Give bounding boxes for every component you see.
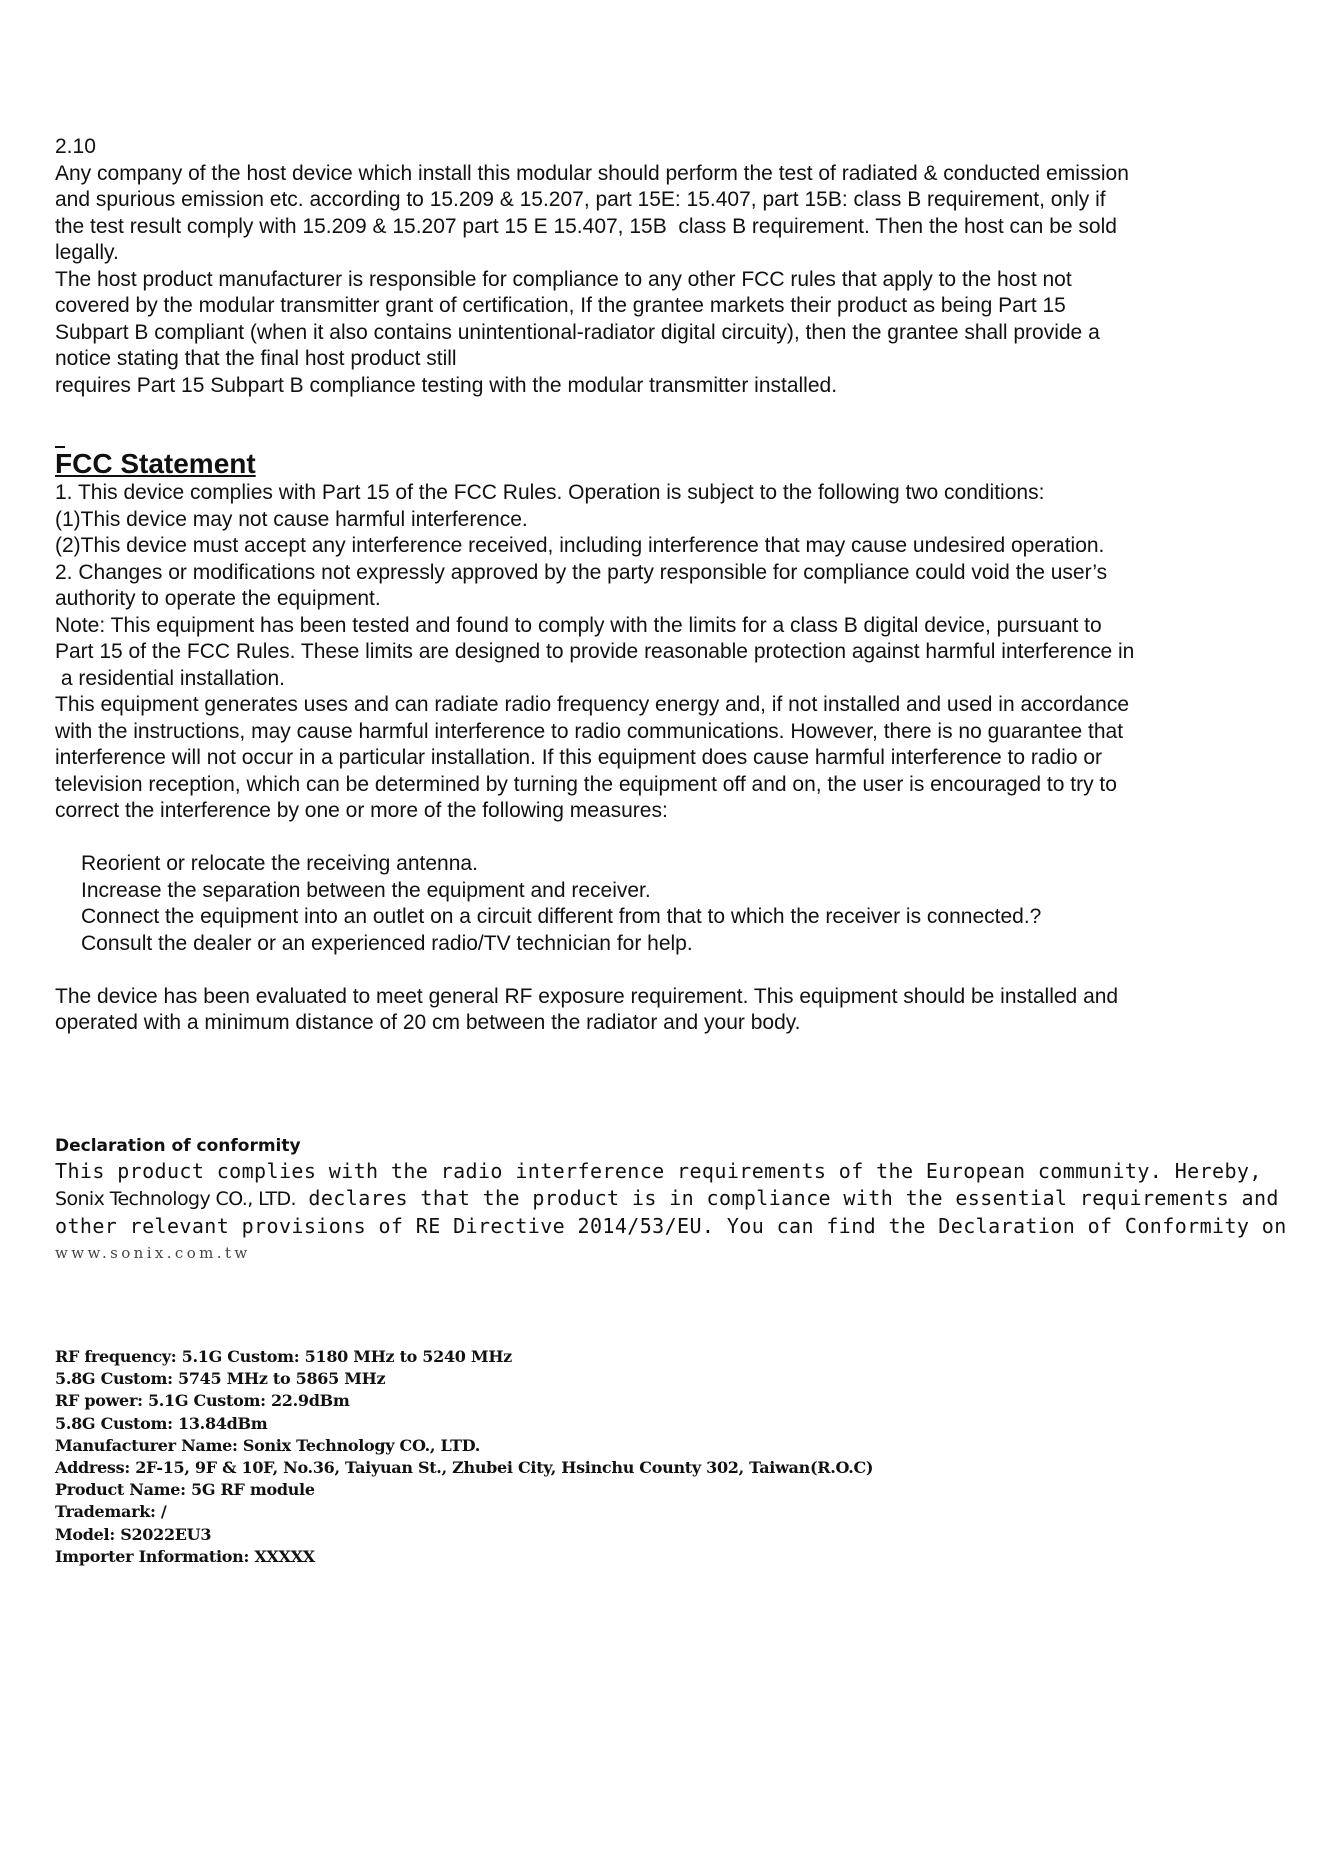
fcc-statement-body <box>55 480 1305 1037</box>
paragraph-line: and spurious emission etc. according to 15.209 & 15.207, part 15E: 15.407, part 15B: class B requirement, only if <box>55 188 1106 211</box>
website-url: www.sonix.com.tw <box>55 1244 251 1262</box>
paragraph-line: the test result comply with 15.209 & 15.207 part 15 E 15.407, 15B class B requirement. Then the host can be sold <box>55 214 1117 238</box>
rf-info-line: Address: 2F-15, 9F & 10F, No.36, Taiyuan St., Zhubei City, Hsinchu County 302, Taiwan(R.O.C) <box>55 1458 874 1478</box>
company-name: Sonix Technology CO., LTD. <box>55 1188 296 1210</box>
section-heading: 2.10 <box>55 135 96 158</box>
rf-info-line: Importer Information: XXXXX <box>55 1546 315 1566</box>
spacer <box>55 957 1305 984</box>
paragraph-line: 2. Changes or modifications not expressly approved by the party responsible for compliance could void the user’s <box>55 560 1108 584</box>
paragraph-line: (1)This device may not cause harmful interference. <box>55 507 528 531</box>
rf-info-line: 5.8G Custom: 5745 MHz to 5865 MHz <box>55 1369 386 1389</box>
paragraph-line: 1. This device complies with Part 15 of the FCC Rules. Operation is subject to the following two conditions: <box>55 481 1045 504</box>
paragraph-line: Any company of the host device which install this modular should perform the test of radiated & conducted emission <box>55 161 1129 185</box>
paragraph-line: The host product manufacturer is responsible for compliance to any other FCC rules that apply to the host not <box>55 267 1072 291</box>
paragraph-line: correct the interference by one or more of the following measures: <box>55 799 668 822</box>
paragraph-line: authority to operate the equipment. <box>55 587 381 610</box>
paragraph-line: This equipment generates uses and can radiate radio frequency energy and, if not installed and used in accordance <box>55 693 1130 716</box>
declaration-line: This product complies with the radio interference requirements of the European community. Hereby, <box>55 1159 1262 1183</box>
paragraph-line: Subpart B compliant (when it also contains unintentional-radiator digital circuity), then the grantee shall provide a <box>55 320 1100 344</box>
declaration-body <box>55 1158 1287 1267</box>
paragraph-line: requires Part 15 Subpart B compliance testing with the modular transmitter installed. <box>55 373 838 397</box>
fcc-statement-title: FCC Statement <box>55 448 256 479</box>
measure-item: Increase the separation between the equipment and receiver. <box>81 878 651 902</box>
paragraph-line: a residential installation. <box>55 666 285 690</box>
section-2-10 <box>55 134 1295 399</box>
paragraph-line: legally. <box>55 241 119 264</box>
paragraph-line: Part 15 of the FCC Rules. These limits are designed to provide reasonable protection against harmful interference in <box>55 640 1135 663</box>
paragraph-line: with the instructions, may cause harmful interference to radio communications. However, there is no guarantee that <box>55 719 1124 743</box>
measure-item: Consult the dealer or an experienced radio/TV technician for help. <box>81 931 693 955</box>
spacer <box>55 825 1305 852</box>
paragraph-line: covered by the modular transmitter grant of certification, If the grantee markets their product as being Part 15 <box>55 294 1066 317</box>
paragraph-line: (2)This device must accept any interference received, including interference that may cause undesired operation. <box>55 534 1105 557</box>
paragraph-line: Note: This equipment has been tested and found to comply with the limits for a class B digital device, pursuant to <box>55 613 1102 637</box>
rf-info-line: RF power: 5.1G Custom: 22.9dBm <box>55 1391 350 1411</box>
rf-exposure-line: The device has been evaluated to meet general RF exposure requirement. This equipment should be installed and <box>55 984 1119 1008</box>
rf-info-line: RF frequency: 5.1G Custom: 5180 MHz to 5240 MHz <box>55 1347 512 1366</box>
rf-info-line: Manufacturer Name: Sonix Technology CO., LTD. <box>55 1435 481 1455</box>
rf-info-line: Trademark: / <box>55 1502 167 1522</box>
paragraph-line: interference will not occur in a particular installation. If this equipment does cause harmful interference to radio or <box>55 746 1103 769</box>
paragraph-line: notice stating that the final host product still <box>55 347 457 370</box>
measure-item: Connect the equipment into an outlet on a circuit different from that to which the receiver is connected.? <box>81 905 1042 928</box>
declaration-line: other relevant provisions of RE Directive 2014/53/EU. You can find the Declaration of Conformity on <box>55 1214 1287 1238</box>
declaration-line <box>55 1185 1287 1213</box>
measure-item: Reorient or relocate the receiving antenna. <box>81 852 478 875</box>
rf-info-line: 5.8G Custom: 13.84dBm <box>55 1413 268 1433</box>
declaration-title: Declaration of conformity <box>55 1136 301 1156</box>
rf-info-block <box>55 1346 873 1568</box>
rf-info-line: Model: S2022EU3 <box>55 1524 212 1544</box>
rf-info-line: Product Name: 5G RF module <box>55 1480 315 1500</box>
declaration-line-rest: declares that the product is in compliance with the essential requirements and <box>295 1186 1279 1210</box>
rf-exposure-line: operated with a minimum distance of 20 cm between the radiator and your body. <box>55 1011 801 1034</box>
paragraph-line: television reception, which can be determined by turning the equipment off and on, the user is encouraged to try to <box>55 772 1117 796</box>
